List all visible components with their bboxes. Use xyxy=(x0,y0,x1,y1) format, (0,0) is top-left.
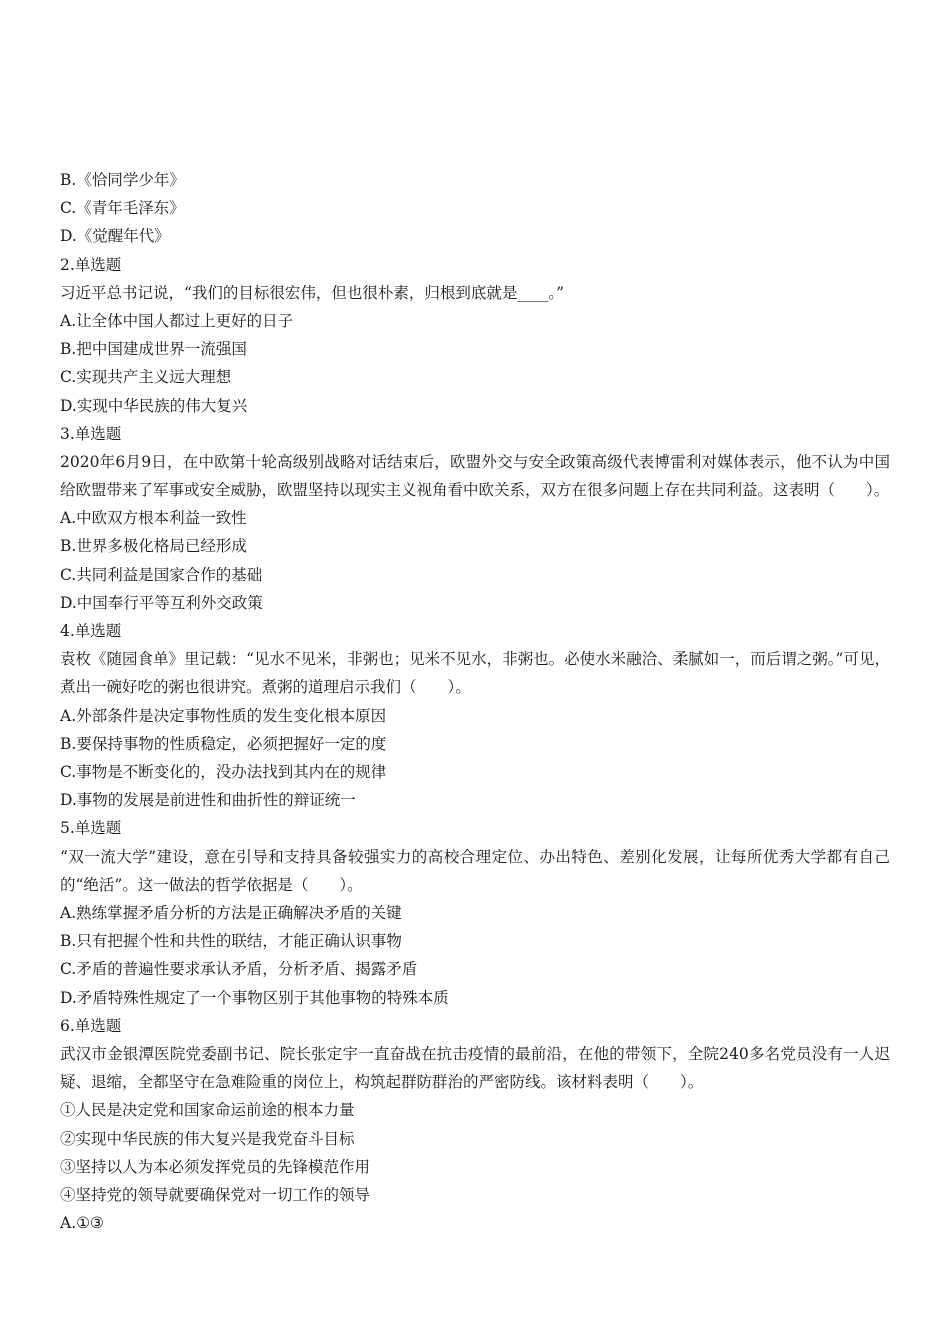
option-C: C.矛盾的普遍性要求承认矛盾，分析矛盾、揭露矛盾 xyxy=(60,960,418,979)
option-D: D.《觉醒年代》 xyxy=(60,227,170,246)
option-B: B.要保持事物的性质稳定，必须把握好一定的度 xyxy=(60,734,387,753)
question-stem: 习近平总书记说，“我们的目标很宏伟，但也很朴素，归根到底就是____。” xyxy=(60,283,565,302)
option-D: D.中国奉行平等互利外交政策 xyxy=(60,593,263,612)
question-stem: 2020年6月9日，在中欧第十轮高级别战略对话结束后，欧盟外交与安全政策高级代表博雷利对媒体表示，他不认为中国给欧盟带来了军事或安全威胁，欧盟坚持以现实主义视角看中欧关系，双方在很多问题上存在共同利益。这表明（ ）。 xyxy=(60,452,890,500)
question-heading: 5.单选题 xyxy=(60,819,122,838)
option-C: C.事物是不断变化的，没办法找到其内在的规律 xyxy=(60,763,387,782)
question-stem: 袁枚《随园食单》里记载：“见水不见米，非粥也；见米不见水，非粥也。必使水米融洽、柔腻如一，而后谓之粥。”可见，煮出一碗好吃的粥也很讲究。煮粥的道理启示我们（ ）。 xyxy=(60,650,890,697)
question-heading: 4.单选题 xyxy=(60,622,122,641)
statement-3: ③坚持以人为本必须发挥党员的先锋模范作用 xyxy=(60,1157,371,1176)
option-A: A.让全体中国人都过上更好的日子 xyxy=(60,311,294,330)
option-B: B.把中国建成世界一流强国 xyxy=(60,340,247,359)
option-A: A.外部条件是决定事物性质的发生变化根本原因 xyxy=(60,706,387,725)
option-A: A.①③ xyxy=(60,1214,104,1233)
option-A: A.熟练掌握矛盾分析的方法是正确解决矛盾的关键 xyxy=(60,903,402,922)
question-stem: 武汉市金银潭医院党委副书记、院长张定宇一直奋战在抗击疫情的最前沿，在他的带领下，全院240多名党员没有一人迟疑、退缩，全都坚守在急难险重的岗位上，构筑起群防群治的严密防线。该材料表明（ ）。 xyxy=(60,1044,890,1092)
question-stem: “双一流大学”建设，意在引导和支持具备较强实力的高校合理定位、办出特色、差别化发展，让每所优秀大学都有自己的“绝活”。这一做法的哲学依据是（ ）。 xyxy=(60,847,890,894)
question-heading: 2.单选题 xyxy=(60,255,122,274)
statement-2: ②实现中华民族的伟大复兴是我党奋斗目标 xyxy=(60,1129,355,1148)
option-C: C.《青年毛泽东》 xyxy=(60,199,185,218)
question-list xyxy=(60,166,890,1237)
option-B: B.只有把握个性和共性的联结，才能正确认识事物 xyxy=(60,932,402,951)
question-heading: 3.单选题 xyxy=(60,424,122,443)
option-C: C.共同利益是国家合作的基础 xyxy=(60,565,263,584)
statement-1: ①人民是决定党和国家命运前途的根本力量 xyxy=(60,1101,355,1120)
option-B: B.《恰同学少年》 xyxy=(60,171,185,189)
option-D: D.实现中华民族的伟大复兴 xyxy=(60,396,248,415)
option-D: D.事物的发展是前进性和曲折性的辩证统一 xyxy=(60,791,356,810)
option-B: B.世界多极化格局已经形成 xyxy=(60,537,247,556)
option-A: A.中欧双方根本利益一致性 xyxy=(60,509,247,528)
statement-4: ④坚持党的领导就要确保党对一切工作的领导 xyxy=(60,1185,371,1204)
question-heading: 6.单选题 xyxy=(60,1016,122,1035)
option-D: D.矛盾特殊性规定了一个事物区别于其他事物的特殊本质 xyxy=(60,988,449,1007)
option-C: C.实现共产主义远大理想 xyxy=(60,368,232,387)
